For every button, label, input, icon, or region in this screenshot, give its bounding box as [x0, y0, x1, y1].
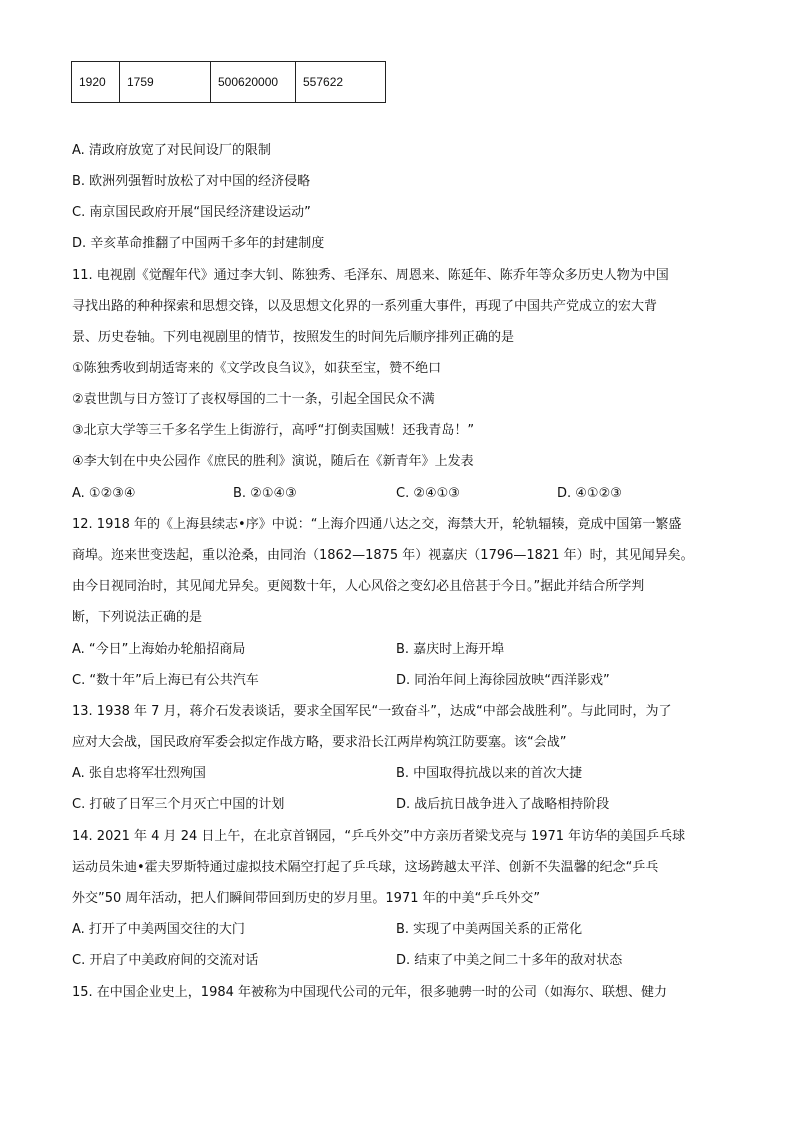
q11-stem-line: 寻找出路的种种探索和思想交锋，以及思想文化界的一系列重大事件，再现了中国共产党成立的宏大背: [72, 299, 658, 314]
q10-option-d: D. 辛亥革命推翻了中国两千多年的封建制度: [72, 236, 325, 251]
q14-option-b: B. 实现了中美两国关系的正常化: [396, 922, 583, 937]
q12-option-a: A. “今日”上海始办轮船招商局: [72, 642, 246, 657]
table-cell: 500620000: [211, 62, 296, 103]
q14-option-c: C. 开启了中美政府间的交流对话: [72, 953, 259, 968]
q14-option-a: A. 打开了中美两国交往的大门: [72, 922, 245, 937]
table-cell: 1759: [120, 62, 211, 103]
q13-option-d: D. 战后抗日战争进入了战略相持阶段: [396, 797, 610, 812]
q11-item-2: ②袁世凯与日方签订了丧权辱国的二十一条，引起全国民众不满: [72, 392, 435, 407]
q12-option-d: D. 同治年间上海徐园放映“西洋影戏”: [396, 673, 610, 688]
q14-stem-line: 外交”50 周年活动，把人们瞬间带回到历史的岁月里。1971 年的中美“乒乓外交”: [72, 891, 541, 906]
q11-stem-line: 11. 电视剧《觉醒年代》通过李大钊、陈独秀、毛泽东、周恩来、陈延年、陈乔年等众多历史人物为中国: [72, 268, 669, 283]
q13-stem-line: 13. 1938 年 7 月，蒋介石发表谈话，要求全国军民“一致奋斗”，达成“中部会战胜利”。与此同时，为了: [72, 704, 672, 719]
table-cell: 557622: [296, 62, 386, 103]
q12-option-b: B. 嘉庆时上海开埠: [396, 642, 505, 657]
q11-item-4: ④李大钊在中央公园作《庶民的胜利》演说，随后在《新青年》上发表: [72, 454, 474, 469]
q12-stem-line: 12. 1918 年的《上海县续志•序》中说：“上海介四通八达之交，海禁大开，轮轨辐辏，竟成中国第一繁盛: [72, 517, 682, 532]
q15-stem-line: 15. 在中国企业史上，1984 年被称为中国现代公司的元年，很多驰骋一时的公司（如海尔、联想、健力: [72, 985, 668, 1000]
q11-option-a: A. ①②③④: [72, 486, 136, 501]
q10-option-b: B. 欧洲列强暂时放松了对中国的经济侵略: [72, 174, 311, 189]
q10-option-c: C. 南京国民政府开展“国民经济建设运动”: [72, 205, 311, 220]
q13-stem-line: 应对大会战，国民政府军委会拟定作战方略，要求沿长江两岸构筑江防要塞。该“会战”: [72, 735, 567, 750]
q11-item-3: ③北京大学等三千多名学生上街游行，高呼“打倒卖国贼！还我青岛！”: [72, 423, 475, 438]
q12-stem-line: 断，下列说法正确的是: [72, 610, 203, 625]
q13-option-c: C. 打破了日军三个月灭亡中国的计划: [72, 797, 285, 812]
q11-item-1: ①陈独秀收到胡适寄来的《文学改良刍议》，如获至宝，赞不绝口: [72, 361, 442, 376]
q11-option-b: B. ②①④③: [233, 486, 297, 501]
q11-stem-line: 景、历史卷轴。下列电视剧里的情节，按照发生的时间先后顺序排列正确的是: [72, 330, 515, 345]
q14-stem-line: 运动员朱迪•霍夫罗斯特通过虚拟技术隔空打起了乒乓球，这场跨越太平洋、创新不失温馨的纪念“乒乓: [72, 860, 659, 875]
q10-option-a: A. 清政府放宽了对民间设厂的限制: [72, 143, 271, 158]
q13-option-b: B. 中国取得抗战以来的首次大捷: [396, 766, 583, 781]
q14-option-d: D. 结束了中美之间二十多年的敌对状态: [396, 953, 623, 968]
table-cell: 1920: [72, 62, 120, 103]
q11-option-d: D. ④①②③: [557, 486, 622, 501]
data-table: [71, 61, 386, 103]
q12-stem-line: 商埠。迩来世变迭起，重以沧桑，由同治（1862—1875 年）视嘉庆（1796—1821 年）时，其见闻异矣。: [72, 548, 694, 563]
q12-option-c: C. “数十年”后上海已有公共汽车: [72, 673, 259, 688]
table-row: [72, 62, 386, 103]
q13-option-a: A. 张自忠将军壮烈殉国: [72, 766, 206, 781]
q12-stem-line: 由今日视同治时，其见闻尤异矣。更阅数十年，人心风俗之变幻必且倍甚于今日。”据此并结合所学判: [72, 579, 645, 594]
q14-stem-line: 14. 2021 年 4 月 24 日上午，在北京首钢园，“乒乓外交”中方亲历者梁戈亮与 1971 年访华的美国乒乓球: [72, 829, 686, 844]
q11-option-c: C. ②④①③: [396, 486, 460, 501]
